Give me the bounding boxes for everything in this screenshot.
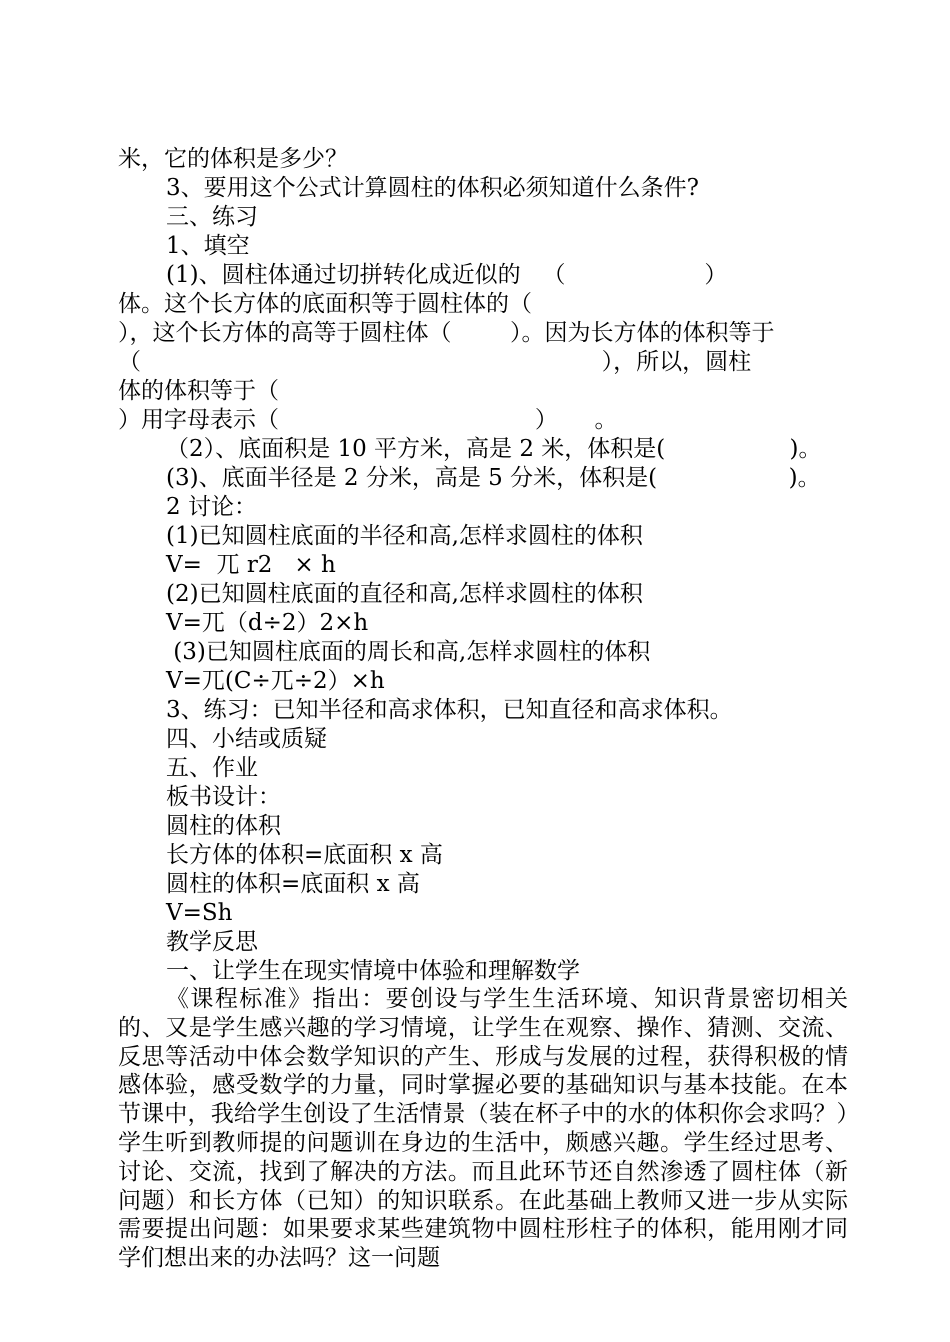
- text-line: 2 讨论：: [166, 494, 257, 520]
- text-line: 米，它的体积是多少？: [118, 146, 348, 172]
- text-line: 体。这个长方体的底面积等于圆柱体的（: [118, 291, 532, 317]
- text-line: ）用字母表示（ ） 。: [118, 407, 618, 433]
- section-heading: 四、小结或质疑: [166, 726, 327, 752]
- text-line: 圆柱的体积: [166, 813, 281, 839]
- text-line: （2）、底面积是 10 平方米，高是 2 米，体积是( )。: [166, 436, 822, 462]
- text-line: 3、练习：已知半径和高求体积，已知直径和高求体积。: [166, 697, 733, 723]
- text-line: 长方体的体积=底面积 x 高: [166, 842, 443, 868]
- text-line: ），这个长方体的高等于圆柱体（ ）。因为长方体的体积等于: [118, 320, 775, 346]
- text-line: (2)已知圆柱底面的直径和高,怎样求圆柱的体积: [166, 581, 643, 607]
- section-heading: 五、作业: [166, 755, 258, 781]
- formula-line: V=Sh: [166, 900, 233, 926]
- formula-line: V=兀(C÷兀÷2）×h: [166, 668, 385, 694]
- formula-line: V=兀（d÷2）2×h: [166, 610, 369, 636]
- section-heading: 三、练习: [166, 204, 258, 230]
- text-line: (3)已知圆柱底面的周长和高,怎样求圆柱的体积: [166, 639, 651, 665]
- formula-line: V= 兀 r2 × h: [166, 552, 336, 578]
- text-line: 3、要用这个公式计算圆柱的体积必须知道什么条件?: [166, 175, 699, 201]
- section-heading: 一、让学生在现实情境中体验和理解数学: [166, 958, 580, 984]
- text-line: (3)、底面半径是 2 分米，高是 5 分米，体积是( )。: [166, 465, 821, 491]
- text-line: (1)、圆柱体通过切拼转化成近似的 （ ）: [166, 262, 728, 288]
- text-line: （ ），所以，圆柱: [118, 349, 752, 375]
- text-line: 圆柱的体积=底面积 x 高: [166, 871, 420, 897]
- text-line: 1、填空: [166, 233, 250, 259]
- body-paragraph: 《课程标准》指出：要创设与学生生活环境、知识背景密切相关的、又是学生感兴趣的学习情境，让学生在观察、操作、猜测、交流、反思等活动中体会数学知识的产生、形成与发展的过程，获得积极的情感体验，感受数学的力量，同时掌握必要的基础知识与基本技能。在本节课中，我给学生创设了生活情景（装在杯子中的水的体积你会求吗？）学生听到教师提的问题训在身边的生活中，颇感兴趣。学生经过思考、讨论、交流，找到了解决的方法。而且此环节还自然渗透了圆柱体（新问题）和长方体（已知）的知识联系。在此基础上教师又进一步从实际需要提出问题：如果要求某些建筑物中圆柱形柱子的体积，能用刚才同学们想出来的办法吗？这一问题: [118, 986, 848, 1272]
- text-line: 板书设计：: [166, 784, 281, 810]
- text-line: (1)已知圆柱底面的半径和高,怎样求圆柱的体积: [166, 523, 643, 549]
- section-heading: 教学反思: [166, 929, 258, 955]
- text-line: 体的体积等于（: [118, 378, 279, 404]
